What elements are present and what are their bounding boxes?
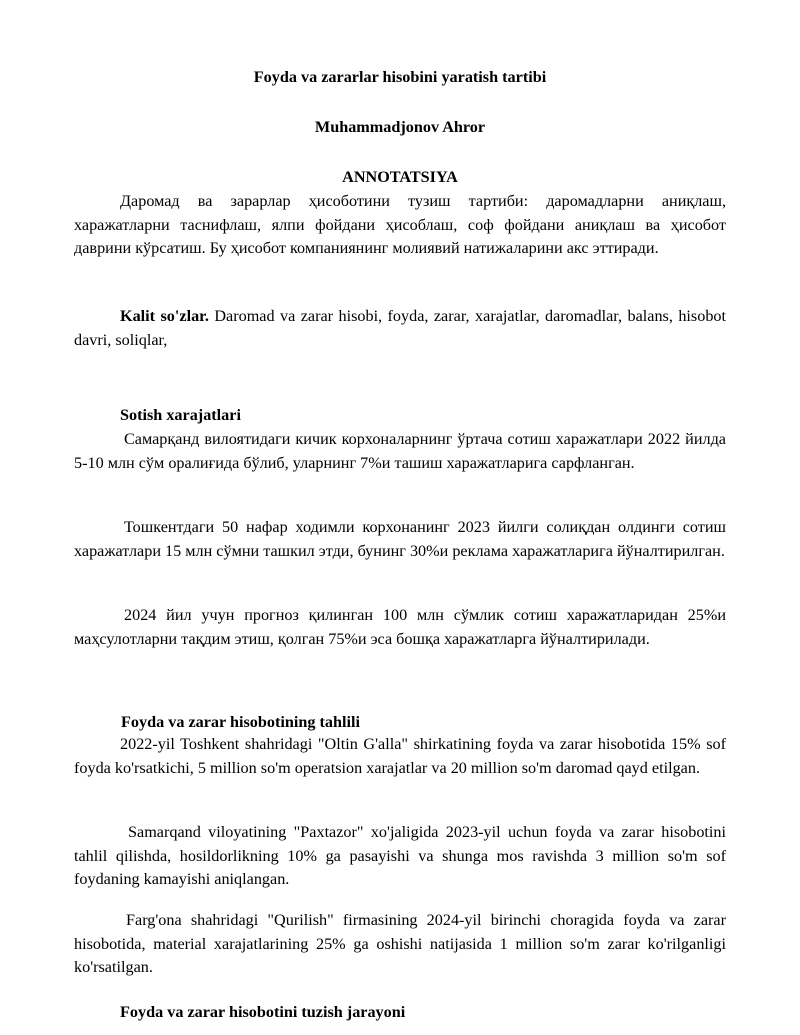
- keywords-paragraph: [74, 305, 726, 352]
- author-name: Muhammadjonov Ahror: [314, 118, 486, 136]
- keywords-text: Daromad va zarar hisobi, foyda, zarar, xarajatlar, daromadlar, balans, hisobot davri, soliqlar,: [74, 307, 727, 349]
- analysis-paragraph-3: Farg'ona shahridagi "Qurilish" firmasining 2024-yil birinchi choragida foyda va zarar hisobotida, material xarajatlarining 25% ga oshishi natijasida 1 million so'm zarar ko'rilganligi ko'rsatilgan.: [74, 911, 726, 976]
- section-heading-sales-expenses: Sotish xarajatlari: [120, 406, 241, 424]
- analysis-paragraph-1: 2022-yil Toshkent shahridagi "Oltin G'alla" shirkatining foyda va zarar hisobotida 15% sof foyda ko'rsatkichi, 5 million so'm operatsion xarajatlar va 20 million so'm daromad qayd etilgan.: [74, 735, 726, 777]
- sales-paragraph-2: Тошкентдаги 50 нафар ходимли корхонанинг 2023 йилги солиқдан олдинги сотиш харажатлари 15 млн сўмни ташкил этди, бунинг 30%и реклама харажатларига йўналтирилган.: [74, 518, 726, 560]
- annotation-paragraph: Даромад ва зарарлар ҳисоботини тузиш тартиби: даромадларни аниқлаш, харажатларни таснифлаш, ялпи фойдани ҳисоблаш, соф фойдани аниқлаш ва ҳисобот даврини кўрсатиш. Бу ҳисобот компаниянинг молиявий натижаларини акс эттиради.: [74, 192, 726, 257]
- analysis-paragraph-2: Samarqand viloyatining "Paxtazor" xo'jaligida 2023-yil uchun foyda va zarar hisobotini tahlil qilishda, hosildorlikning 10% ga pasayishi va shunga mos ravishda 3 million so'm sof foydaning kamayishi aniqlangan.: [74, 823, 726, 888]
- section-heading-process: Foyda va zarar hisobotini tuzish jarayoni: [120, 1003, 406, 1021]
- section-heading-analysis: Foyda va zarar hisobotining tahlili: [121, 713, 360, 731]
- annotation-heading: ANNOTATSIYA: [342, 168, 458, 186]
- keywords-label: Kalit so'zlar.: [120, 307, 209, 325]
- sales-paragraph-1: Самарқанд вилоятидаги кичик корхоналарнинг ўртача сотиш харажатлари 2022 йилда 5-10 млн сўм оралиғида бўлиб, уларнинг 7%и ташиш харажатларига сарфланган.: [74, 430, 726, 472]
- sales-paragraph-3: 2024 йил учун прогноз қилинган 100 млн сўмлик сотиш харажатларидан 25%и маҳсулотларни тақдим этиш, қолган 75%и эса бошқа харажатларга йўналтирилади.: [74, 606, 726, 648]
- document-title: Foyda va zararlar hisobini yaratish tartibi: [253, 68, 547, 86]
